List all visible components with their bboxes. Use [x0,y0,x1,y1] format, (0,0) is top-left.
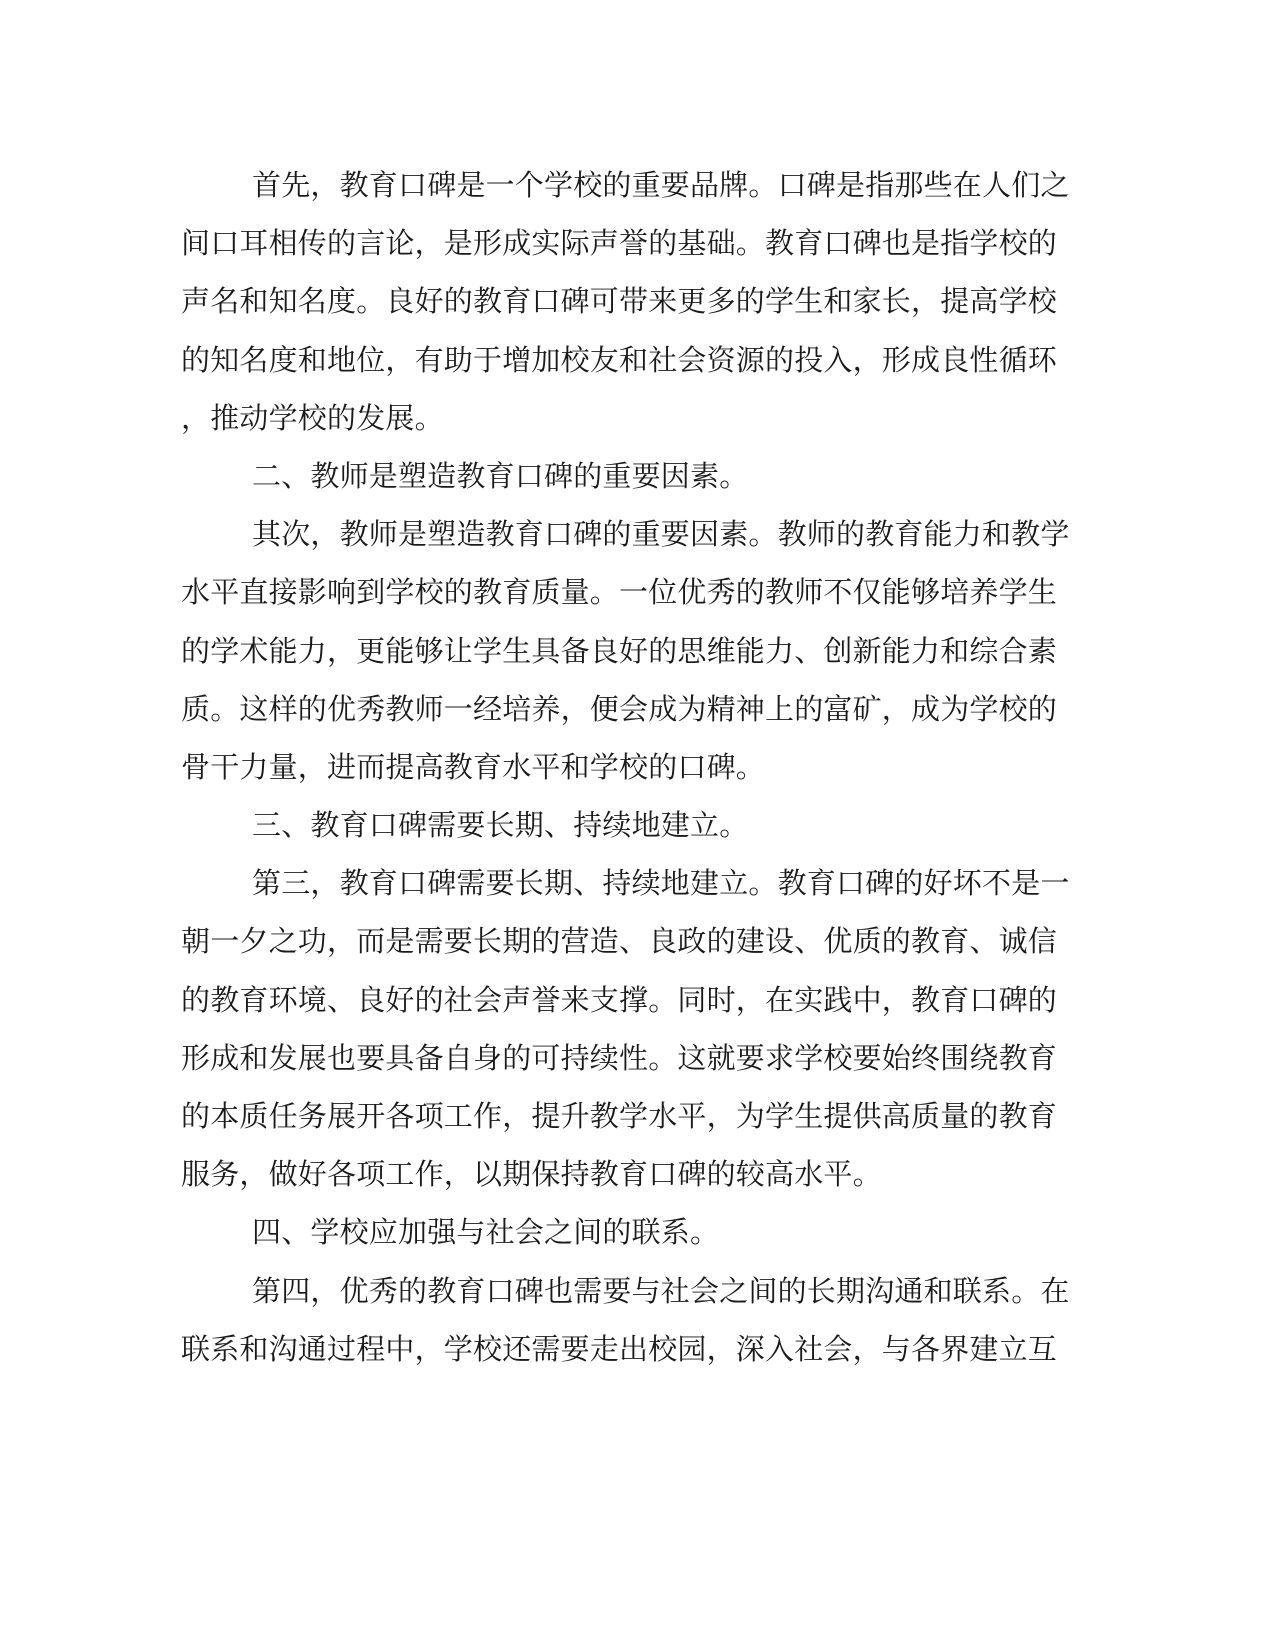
text-line: 的教育环境、良好的社会声誉来支撑。同时，在实践中，教育口碑的 [181,982,1058,1017]
text-line: 其次，教师是塑造教育口碑的重要因素。教师的教育能力和教学 [252,517,1070,552]
text-line: 形成和发展也要具备自身的可持续性。这就要求学校要始终围绕教育 [181,1040,1058,1075]
section-heading: 四、学校应加强与社会之间的联系。 [252,1215,720,1250]
text-line: 第四，优秀的教育口碑也需要与社会之间的长期沟通和联系。在 [252,1273,1070,1308]
text-line: 骨干力量，进而提高教育水平和学校的口碑。 [181,749,766,784]
text-line: 朝一夕之功，而是需要长期的营造、良政的建设、优质的教育、诚信 [181,924,1058,959]
text-line: 第三，教育口碑需要长期、持续地建立。教育口碑的好坏不是一 [252,866,1070,901]
text-line: 质。这样的优秀教师一经培养，便会成为精神上的富矿，成为学校的 [181,691,1058,726]
text-line: 首先，教育口碑是一个学校的重要品牌。口碑是指那些在人们之 [252,168,1070,202]
text-line: 间口耳相传的言论，是形成实际声誉的基础。教育口碑也是指学校的 [181,226,1058,261]
text-line: ，推动学校的发展。 [181,400,444,435]
text-line: 水平直接影响到学校的教育质量。一位优秀的教师不仅能够培养学生 [181,575,1058,610]
text-line: 联系和沟通过程中，学校还需要走出校园，深入社会，与各界建立互 [181,1331,1058,1366]
text-line: 声名和知名度。良好的教育口碑可带来更多的学生和家长，提高学校 [181,284,1058,319]
text-line: 的本质任务展开各项工作，提升教学水平，为学生提供高质量的教育 [181,1099,1058,1133]
section-heading: 二、教师是塑造教育口碑的重要因素。 [252,458,749,493]
text-line: 的学术能力，更能够让学生具备良好的思维能力、创新能力和综合素 [181,633,1058,668]
text-line: 服务，做好各项工作，以期保持教育口碑的较高水平。 [181,1157,882,1192]
section-heading: 三、教育口碑需要长期、持续地建立。 [252,808,749,843]
document-body [181,156,1070,1378]
text-line: 的知名度和地位，有助于增加校友和社会资源的投入，形成良性循环 [181,342,1058,377]
